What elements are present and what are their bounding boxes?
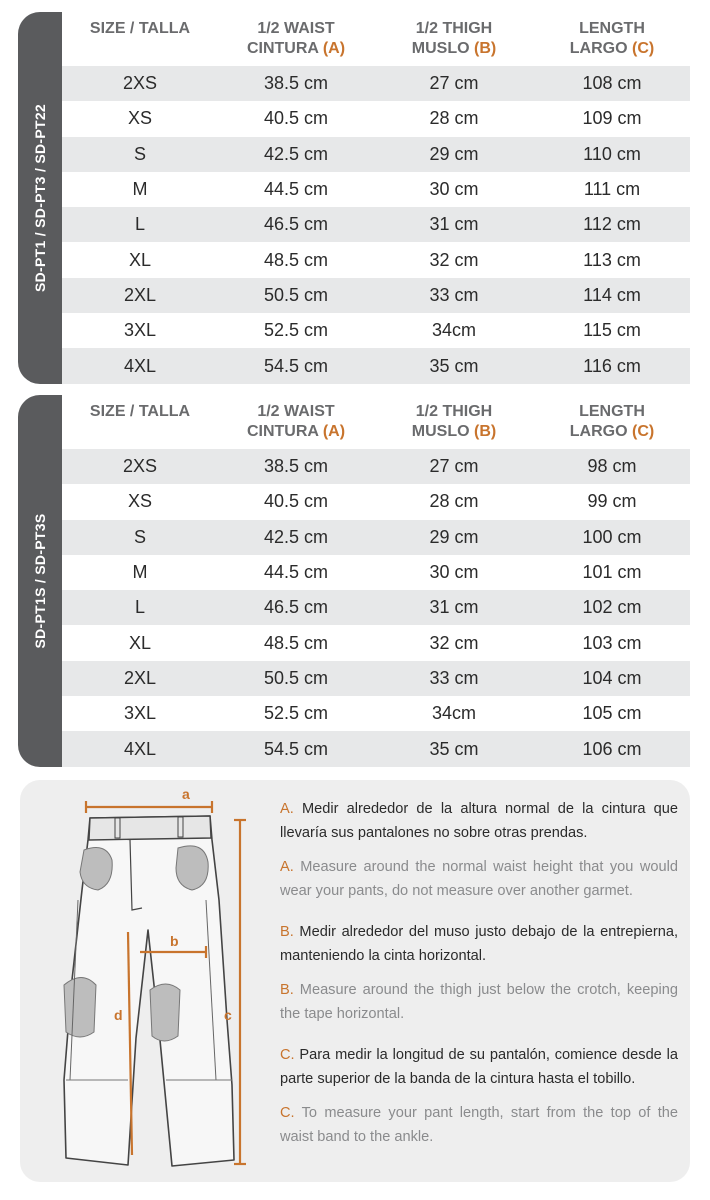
table-row [62,313,690,348]
thigh-cell: 27 cm [429,456,479,477]
size-cell: L [134,597,145,618]
header-thigh: 1/2 THIGH MUSLO (B) [411,403,497,440]
table-row [62,555,690,590]
size-cell: XL [128,249,152,270]
size-cell: M [132,562,148,583]
measurement-guide [20,780,690,1182]
size-cell: 2XS [122,73,158,94]
size-table-short [18,395,690,767]
header-length: LENGTH LARGO (C) [569,20,655,57]
table-header [62,395,690,449]
size-cell: XS [127,108,152,129]
size-cell: 2XL [123,667,157,688]
size-cell: M [132,179,148,200]
table-row [62,661,690,696]
waist-cell: 52.5 cm [263,320,329,341]
table-row [62,101,690,136]
thigh-cell: 33 cm [429,667,479,688]
note-b-en: B. Measure around the thigh just below the crotch, keeping the tape horizontal. [280,982,678,1022]
length-cell: 116 cm [583,355,641,376]
table-row [62,348,690,383]
length-cell: 110 cm [583,143,641,164]
waist-cell: 42.5 cm [263,143,329,164]
size-table-long [18,12,690,384]
length-cell: 99 cm [587,491,637,512]
size-cell: 2XL [123,284,157,305]
table-row [62,696,690,731]
table-row [62,625,690,660]
waist-cell: 44.5 cm [263,562,329,583]
thigh-cell: 27 cm [429,73,479,94]
table-row [62,449,690,484]
header-waist: 1/2 WAIST CINTURA (A) [246,403,346,440]
size-cell: 3XL [123,703,157,724]
note-b-es: B. Medir alrededor del muso justo debajo de la entrepierna, manteniendo la cinta horizontal. [280,924,678,964]
thigh-cell: 35 cm [429,738,479,759]
note-c-en: C. To measure your pant length, start from the top of the waist band to the ankle. [280,1105,678,1145]
size-grid [62,12,690,384]
length-cell: 105 cm [582,703,642,724]
waist-cell: 50.5 cm [263,284,329,305]
waist-cell: 42.5 cm [263,526,329,547]
thigh-cell: 31 cm [429,214,479,235]
thigh-cell: 31 cm [429,597,479,618]
model-tab [18,395,62,767]
size-cell: XS [127,491,152,512]
waist-cell: 54.5 cm [263,355,329,376]
table-row [62,731,690,766]
waist-cell: 50.5 cm [263,667,329,688]
table-row [62,207,690,242]
waist-cell: 46.5 cm [263,214,329,235]
waist-cell: 54.5 cm [263,738,329,759]
waist-cell: 38.5 cm [263,456,329,477]
length-cell: 115 cm [583,320,641,341]
thigh-cell: 34cm [431,703,476,724]
thigh-cell: 30 cm [429,179,479,200]
length-cell: 106 cm [582,738,642,759]
table-row [62,242,690,277]
header-size: SIZE / TALLA [89,20,191,37]
table-row [62,137,690,172]
waist-cell: 48.5 cm [263,632,329,653]
thigh-cell: 30 cm [429,562,479,583]
thigh-cell: 32 cm [429,632,479,653]
length-cell: 102 cm [582,597,642,618]
length-cell: 111 cm [583,179,641,200]
size-cell: 3XL [123,320,157,341]
thigh-cell: 34cm [431,320,476,341]
size-cell: 2XS [122,456,158,477]
length-cell: 112 cm [583,214,641,235]
note-c-es: C. Para medir la longitud de su pantalón, comience desde la parte superior de la banda de la cintura hasta el tobillo. [280,1047,678,1087]
note-a-en: A. Measure around the normal waist height that you would wear your pants, do not measure over another garmet. [280,859,678,899]
length-cell: 101 cm [582,562,642,583]
table-header [62,12,690,66]
size-grid [62,395,690,767]
label-b: b [170,933,179,949]
header-size: SIZE / TALLA [89,403,191,420]
table-row [62,590,690,625]
thigh-cell: 28 cm [429,108,479,129]
model-label: SD-PT1 / SD-PT3 / SD-PT22 [32,104,48,292]
size-cell: S [133,143,146,164]
size-cell: 4XL [123,738,157,759]
thigh-cell: 29 cm [429,526,479,547]
length-cell: 113 cm [583,249,641,270]
waist-cell: 44.5 cm [263,179,329,200]
thigh-cell: 29 cm [429,143,479,164]
length-cell: 109 cm [582,108,642,129]
thigh-cell: 33 cm [429,284,479,305]
waist-cell: 40.5 cm [263,108,329,129]
size-cell: XL [128,632,152,653]
pants-diagram [20,780,280,1182]
table-row [62,278,690,313]
waist-cell: 40.5 cm [263,491,329,512]
length-cell: 100 cm [582,526,642,547]
waist-cell: 52.5 cm [263,703,329,724]
label-a: a [182,786,190,802]
note-a-es: A. Medir alrededor de la altura normal de la cintura que llevaría sus pantalones no sobre otras prendas. [280,801,678,841]
size-cell: 4XL [123,355,157,376]
table-row [62,172,690,207]
measurement-notes [280,798,678,1160]
length-cell: 104 cm [582,667,642,688]
thigh-cell: 35 cm [429,355,479,376]
header-length: LENGTH LARGO (C) [569,403,655,440]
table-row [62,66,690,101]
header-thigh: 1/2 THIGH MUSLO (B) [411,20,497,57]
table-row [62,484,690,519]
thigh-cell: 28 cm [429,491,479,512]
table-row [62,520,690,555]
length-cell: 108 cm [582,73,642,94]
thigh-cell: 32 cm [429,249,479,270]
model-label: SD-PT1S / SD-PT3S [32,513,48,649]
waist-cell: 38.5 cm [263,73,329,94]
length-cell: 114 cm [583,284,641,305]
waist-cell: 46.5 cm [263,597,329,618]
header-waist: 1/2 WAIST CINTURA (A) [246,20,346,57]
label-d: d [114,1007,123,1023]
size-cell: S [133,526,146,547]
model-tab [18,12,62,384]
label-c: c [224,1007,232,1023]
size-cell: L [134,214,145,235]
waist-cell: 48.5 cm [263,249,329,270]
length-cell: 98 cm [587,456,637,477]
length-cell: 103 cm [582,632,642,653]
